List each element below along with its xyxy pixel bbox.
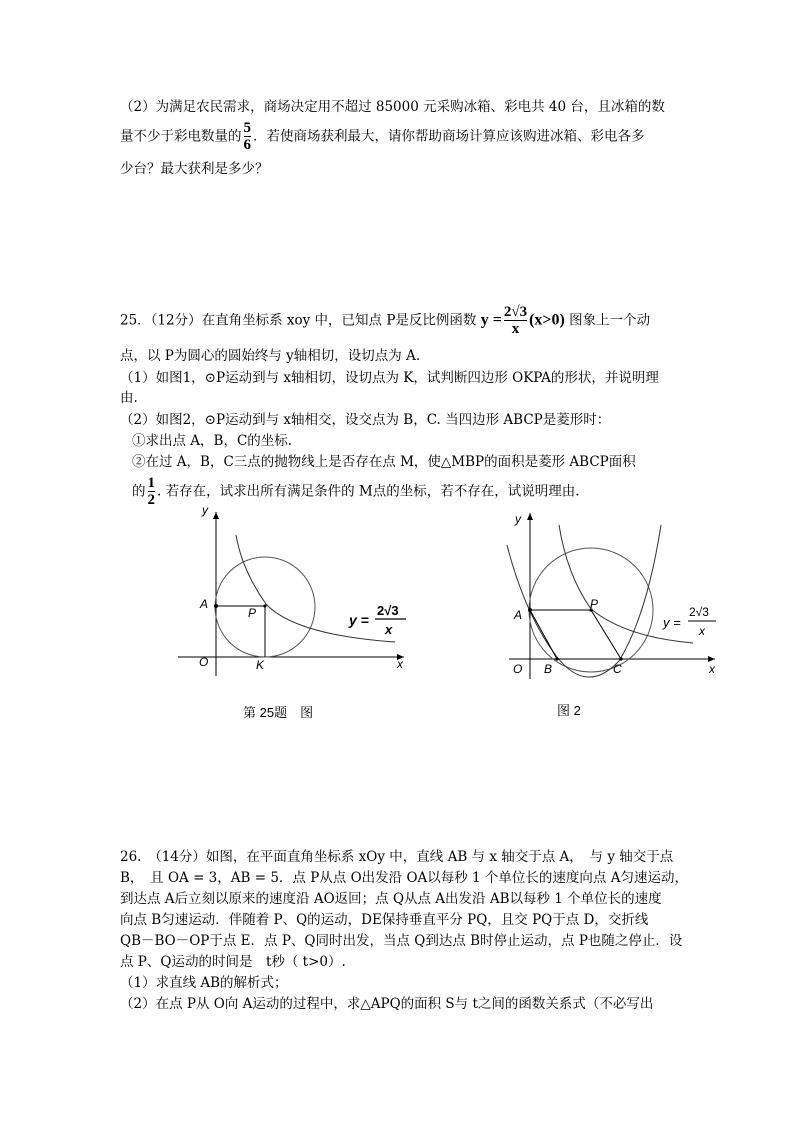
fn-y: y = xyxy=(480,311,502,329)
fig2-rhombus-abcp xyxy=(530,610,621,659)
fig2-point-c xyxy=(619,657,622,660)
q26-line8: （2）在点 P从 O向 A运动的过程中，求△APQ的面积 S与 t之间的函数关系式（不必写出 xyxy=(120,996,654,1012)
fig1-point-p xyxy=(263,604,266,607)
fn-fraction xyxy=(504,305,527,337)
fig2-label-x: x xyxy=(709,662,715,676)
figure-1-caption: 第 25题 图 xyxy=(243,705,314,720)
fig2-label-c: C xyxy=(613,662,622,676)
q26-line2: B， 且 OA = 3，AB = 5．点 P从点 O出发沿 OA以每秒 1 个单位长的速度向点 A匀速运动， xyxy=(120,870,688,886)
q24-part2-line3: 少台？最大获利是多少？ xyxy=(120,161,269,177)
frac-numerator: 5 xyxy=(243,120,251,136)
fraction-five-sixths xyxy=(244,121,252,153)
fn-numerator: 2√3 xyxy=(503,304,528,320)
fig1-label-o: O xyxy=(199,655,209,669)
fig1-eq-den: x xyxy=(385,622,393,637)
q25-intro-a: 25．（12分）在直角坐标系 xoy 中，已知点 P是反比例函数 xyxy=(120,312,477,329)
q26-line4: 向点 B匀速运动．伴随着 P、Q的运动，DE保持垂直平分 PQ，且交 PQ于点 D，交折线 xyxy=(120,912,649,928)
fig1-y-arrow xyxy=(213,512,219,519)
q26-line7: （1）求直线 AB的解析式； xyxy=(120,975,288,991)
fig1-label-x: x xyxy=(397,657,403,671)
fig2-label-p: P xyxy=(590,597,599,611)
q26-line5: QB－BO－OP于点 E．点 P、Q同时出发，当点 Q到达点 B时停止运动，点 P也随之停止．设 xyxy=(120,933,683,949)
fig1-eq-y: y = xyxy=(349,612,369,628)
fig1-label-p: P xyxy=(248,606,257,620)
figure-2-caption: 图 2 xyxy=(557,703,581,718)
fig1-label-k: K xyxy=(256,658,265,672)
fig1-label-y: y xyxy=(202,503,208,517)
q25-intro xyxy=(120,305,650,337)
q24-line2-text-b: ．若使商场获利最大，请你帮助商场计算应该购进冰箱、彩电各多 xyxy=(253,128,645,145)
q25-part2-i: ①求出点 A，B，C的坐标. xyxy=(132,433,293,449)
figure-2-diagram xyxy=(495,505,725,685)
half-denominator: 2 xyxy=(147,492,155,508)
fraction-one-half xyxy=(148,476,156,508)
fig1-eq-num: 2√3 xyxy=(377,603,399,618)
q24-part2-line2 xyxy=(120,121,645,153)
q24-part2-line1: （2）为满足农民需求，商场决定用不超过 85000 元采购冰箱、彩电共 40 台，且冰箱的数 xyxy=(120,99,665,115)
q25-line2: 点，以 P为圆心的圆始终与 y轴相切，设切点为 A. xyxy=(120,348,421,364)
fig2-eq-num: 2√3 xyxy=(689,605,709,619)
fig2-y-arrow xyxy=(527,513,533,520)
q25-part2: （2）如图2，⊙P运动到与 x轴相交，设交点为 B，C. 当四边形 ABCP是菱形时： xyxy=(120,412,611,428)
fig2-point-a xyxy=(528,608,532,612)
q25-intro-b: 图象上一个动 xyxy=(569,312,651,329)
fig2-label-b: B xyxy=(544,662,553,676)
q25-ii-b-text2: . 若存在，试求出所有满足条件的 M点的坐标，若不存在，试说明理由. xyxy=(157,483,580,500)
fig1-hyperbola xyxy=(236,535,395,642)
q26-line1: 26. （14分）如图，在平面直角坐标系 xOy 中，直线 AB 与 x 轴交于点 A， 与 y 轴交于点 xyxy=(120,849,674,865)
q25-part1-b: 由. xyxy=(120,390,138,406)
q26-line3: 到达点 A后立刻以原来的速度沿 AO返回；点 Q从点 A出发沿 AB以每秒 1 个单位长的速度 xyxy=(120,891,662,907)
fn-condition: (x>0) xyxy=(529,311,565,329)
fig2-label-a: A xyxy=(514,608,523,622)
q25-part1-a: （1）如图1，⊙P运动到与 x轴相切，设切点为 K，试判断四边形 OKPA的形状，并说明理 xyxy=(120,370,659,386)
fig1-point-a xyxy=(214,604,218,608)
fn-denominator: x xyxy=(504,320,527,337)
q25-ii-b-text1: 的 xyxy=(132,483,146,500)
frac-denominator: 6 xyxy=(243,137,251,153)
q24-line2-text-a: 量不少于彩电数量的 xyxy=(120,128,242,145)
fig2-eq-den: x xyxy=(699,624,705,638)
fig2-eq-y: y = xyxy=(663,615,681,630)
fig2-label-y: y xyxy=(515,512,521,526)
q25-part2-ii-a: ②在过 A，B，C三点的抛物线上是否存在点 M，使△MBP的面积是菱形 ABCP面积 xyxy=(132,454,636,470)
half-numerator: 1 xyxy=(147,475,155,491)
fig2-label-o: O xyxy=(513,662,523,676)
figure-1-diagram xyxy=(170,500,420,680)
q26-line6: 点 P、Q运动的时间是 t秒（ t>0）. xyxy=(120,954,346,970)
fig2-point-b xyxy=(555,657,558,660)
fig1-label-a: A xyxy=(200,597,209,611)
